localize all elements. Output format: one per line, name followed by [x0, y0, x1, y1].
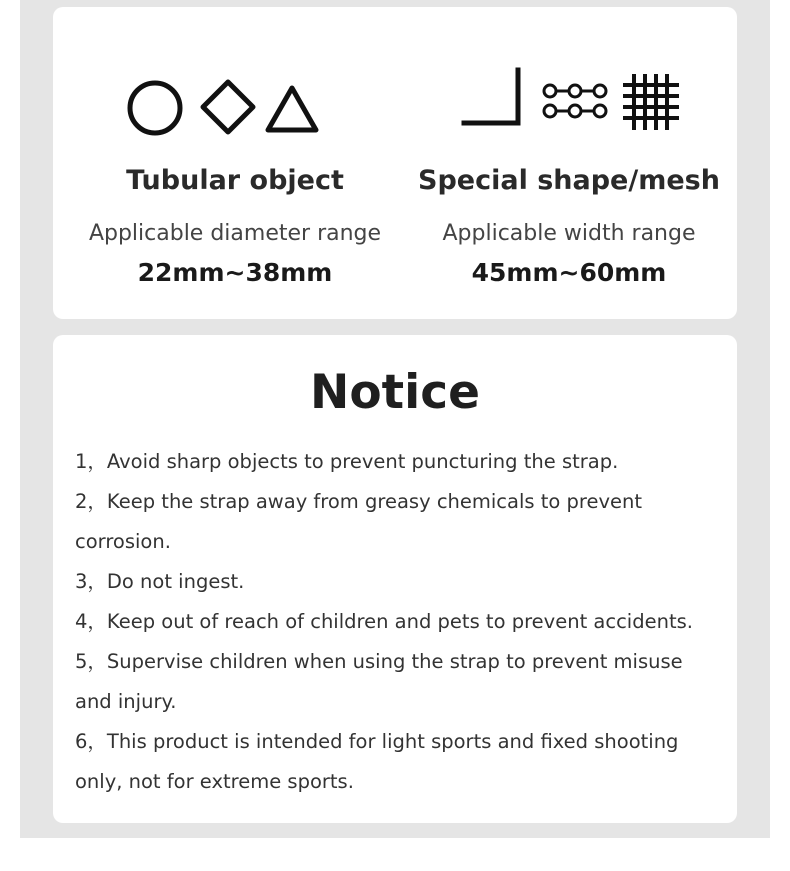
notice-item: 4，Keep out of reach of children and pets to prevent accidents.: [75, 610, 693, 633]
special-shape-title: Special shape/mesh: [418, 165, 720, 196]
mesh-grid-icon: [623, 74, 679, 130]
notice-item: 6，This product is intended for light sports and fixed shooting only, not for extreme sports.: [75, 730, 679, 793]
notice-title: Notice: [310, 365, 480, 420]
diamond-icon: [198, 77, 258, 137]
diameter-range-value: 22mm~38mm: [137, 258, 333, 287]
notice-card: [53, 335, 737, 823]
special-shape-icons: [401, 67, 737, 137]
triangle-icon: [264, 84, 320, 134]
tubular-object-title: Tubular object: [126, 165, 344, 196]
tubular-icons: [53, 67, 417, 137]
circle-icon: [127, 80, 183, 136]
notice-list: [75, 442, 725, 802]
notice-item: 1，Avoid sharp objects to prevent puncturing the strap.: [75, 450, 619, 473]
corner-icon: [461, 67, 523, 129]
notice-item: 5，Supervise children when using the strap to prevent misuse and injury.: [75, 650, 683, 713]
notice-item: 3，Do not ingest.: [75, 570, 245, 593]
width-range-value: 45mm~60mm: [471, 258, 667, 287]
notice-item: 2，Keep the strap away from greasy chemicals to prevent corrosion.: [75, 490, 643, 553]
shape-range-card: [53, 7, 737, 319]
width-range-label: Applicable width range: [442, 221, 696, 246]
diameter-range-label: Applicable diameter range: [88, 221, 382, 246]
chain-icon: [541, 81, 609, 121]
